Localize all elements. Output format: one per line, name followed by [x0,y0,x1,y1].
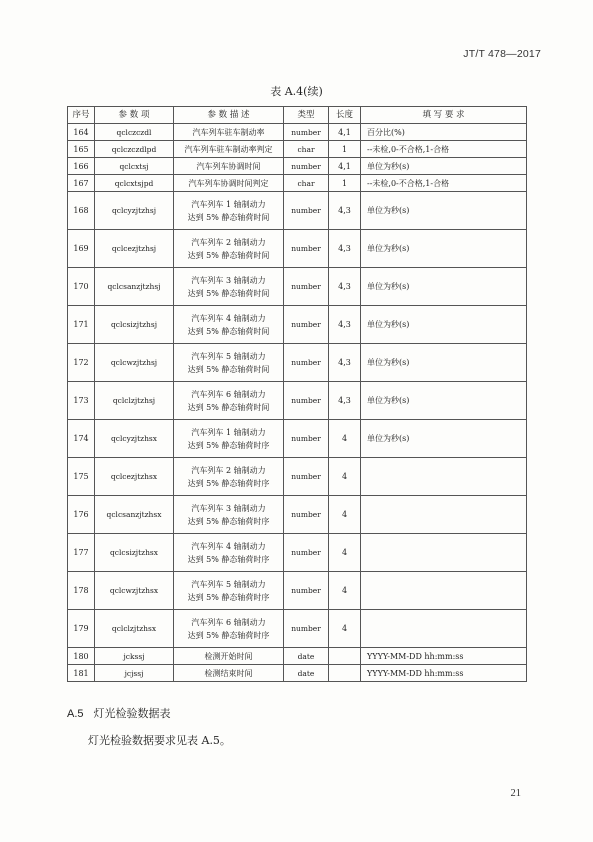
cell-no: 165 [68,141,95,158]
cell-requirement: 单位为秒(s) [361,306,527,344]
cell-type: number [284,534,329,572]
cell-param-name: qclcwzjtzhsj [95,344,174,382]
table-row [68,268,527,306]
cell-requirement [361,496,527,534]
description-line: 汽车列车 4 轴制动力 [191,541,266,551]
cell-param-name: jcjssj [95,665,174,682]
cell-no: 168 [68,192,95,230]
cell-length: 4 [329,420,361,458]
table-header-row [68,107,527,124]
page-number: 21 [510,788,521,799]
cell-type: number [284,158,329,175]
table-row [68,230,527,268]
cell-type: number [284,420,329,458]
cell-no: 167 [68,175,95,192]
cell-description [174,420,284,458]
col-header-desc: 参 数 描 述 [174,107,284,124]
cell-description [174,496,284,534]
table-row [68,306,527,344]
cell-requirement: YYYY-MM-DD hh:mm:ss [361,648,527,665]
table-row [68,382,527,420]
cell-param-name: qclcxtsjpd [95,175,174,192]
cell-length [329,665,361,682]
table-row [68,175,527,192]
body-paragraph: 灯光检验数据要求见表 A.5。 [88,734,231,747]
cell-length: 4,3 [329,192,361,230]
description-line: 汽车列车 5 轴制动力 [191,351,266,361]
cell-param-name: qclczczdl [95,124,174,141]
table-row [68,124,527,141]
cell-description [174,306,284,344]
description-line: 汽车列车 2 轴制动力 [191,237,266,247]
data-table [67,106,527,682]
description-line: 汽车列车 2 轴制动力 [191,465,266,475]
description-line: 达到 5% 静态轴荷时序 [187,630,270,640]
cell-requirement [361,610,527,648]
col-header-len: 长度 [329,107,361,124]
cell-requirement: 百分比(%) [361,124,527,141]
cell-length: 4,3 [329,230,361,268]
cell-description [174,665,284,682]
table-body [68,124,527,682]
cell-length: 4,3 [329,306,361,344]
description-line: 达到 5% 静态轴荷时间 [187,326,270,336]
cell-requirement: 单位为秒(s) [361,420,527,458]
cell-no: 178 [68,572,95,610]
cell-no: 166 [68,158,95,175]
cell-param-name: qclcwzjtzhsx [95,572,174,610]
description-line: 达到 5% 静态轴荷时间 [187,364,270,374]
table-row [68,158,527,175]
cell-description [174,534,284,572]
description-line: 达到 5% 静态轴荷时序 [187,478,270,488]
cell-description [174,382,284,420]
col-header-name: 参 数 项 [95,107,174,124]
cell-param-name: qclcsanzjtzhsj [95,268,174,306]
table-row [68,496,527,534]
description-line: 达到 5% 静态轴荷时间 [187,402,270,412]
table-row [68,420,527,458]
description-line: 检测结束时间 [204,668,253,678]
cell-requirement: --未检,0-不合格,1-合格 [361,175,527,192]
table-row [68,192,527,230]
cell-description [174,230,284,268]
cell-description [174,572,284,610]
cell-param-name: qclclzjtzhsx [95,610,174,648]
description-line: 汽车列车驻车制动率判定 [184,144,273,154]
cell-requirement: --未检,0-不合格,1-合格 [361,141,527,158]
cell-param-name: qclcezjtzhsj [95,230,174,268]
cell-no: 174 [68,420,95,458]
cell-no: 169 [68,230,95,268]
cell-type: number [284,192,329,230]
cell-param-name: qclclzjtzhsj [95,382,174,420]
cell-param-name: qclcezjtzhsx [95,458,174,496]
cell-length: 4 [329,496,361,534]
cell-no: 173 [68,382,95,420]
cell-length: 4,3 [329,344,361,382]
description-line: 汽车列车 3 轴制动力 [191,275,266,285]
description-line: 汽车列车协调时间判定 [188,178,269,188]
cell-length: 4,3 [329,382,361,420]
table-title: 表 A.4(续) [270,85,323,98]
cell-requirement: 单位为秒(s) [361,192,527,230]
cell-description [174,158,284,175]
description-line: 达到 5% 静态轴荷时序 [187,554,270,564]
cell-requirement [361,458,527,496]
cell-length: 4,1 [329,124,361,141]
cell-type: number [284,382,329,420]
cell-type: number [284,268,329,306]
cell-param-name: qclczczdlpd [95,141,174,158]
cell-description [174,610,284,648]
cell-type: number [284,124,329,141]
cell-type: number [284,230,329,268]
cell-no: 176 [68,496,95,534]
description-line: 检测开始时间 [204,651,253,661]
cell-type: number [284,458,329,496]
cell-no: 164 [68,124,95,141]
table-row [68,610,527,648]
cell-type: number [284,344,329,382]
description-line: 汽车列车协调时间 [196,161,261,171]
cell-length: 1 [329,175,361,192]
cell-length: 4 [329,610,361,648]
cell-type: char [284,175,329,192]
table-row [68,572,527,610]
cell-type: number [284,306,329,344]
cell-length: 4,3 [329,268,361,306]
cell-length: 4 [329,572,361,610]
cell-requirement: 单位为秒(s) [361,158,527,175]
section-title: 灯光检验数据表 [93,707,171,720]
cell-param-name: qclcyzjtzhsx [95,420,174,458]
cell-param-name: qclcsizjtzhsj [95,306,174,344]
description-line: 汽车列车 5 轴制动力 [191,579,266,589]
cell-length: 4 [329,534,361,572]
cell-no: 179 [68,610,95,648]
cell-description [174,192,284,230]
cell-description [174,268,284,306]
cell-no: 171 [68,306,95,344]
col-header-req: 填 写 要 求 [361,107,527,124]
cell-param-name: qclcxtsj [95,158,174,175]
cell-type: date [284,648,329,665]
col-header-no: 序号 [68,107,95,124]
section-heading [67,705,171,721]
description-line: 达到 5% 静态轴荷时间 [187,212,270,222]
description-line: 汽车列车驻车制动率 [192,127,265,137]
cell-param-name: qclcsizjtzhsx [95,534,174,572]
cell-type: number [284,572,329,610]
cell-no: 180 [68,648,95,665]
col-header-type: 类型 [284,107,329,124]
description-line: 汽车列车 3 轴制动力 [191,503,266,513]
cell-no: 170 [68,268,95,306]
table-row [68,665,527,682]
description-line: 汽车列车 4 轴制动力 [191,313,266,323]
description-line: 汽车列车 1 轴制动力 [191,199,266,209]
description-line: 达到 5% 静态轴荷时序 [187,592,270,602]
description-line: 达到 5% 静态轴荷时间 [187,250,270,260]
cell-no: 172 [68,344,95,382]
cell-type: date [284,665,329,682]
cell-length [329,648,361,665]
cell-description [174,648,284,665]
cell-requirement: 单位为秒(s) [361,382,527,420]
table-row [68,534,527,572]
cell-param-name: qclcyzjtzhsj [95,192,174,230]
table-row [68,344,527,382]
description-line: 汽车列车 6 轴制动力 [191,389,266,399]
cell-length: 4,1 [329,158,361,175]
cell-no: 175 [68,458,95,496]
cell-length: 4 [329,458,361,496]
cell-description [174,124,284,141]
cell-length: 1 [329,141,361,158]
cell-description [174,141,284,158]
table-row [68,141,527,158]
table-row [68,648,527,665]
cell-param-name: jckssj [95,648,174,665]
cell-type: number [284,610,329,648]
cell-type: number [284,496,329,534]
cell-requirement [361,572,527,610]
section-number: A.5 [67,708,84,720]
description-line: 达到 5% 静态轴荷时序 [187,440,270,450]
cell-requirement: 单位为秒(s) [361,230,527,268]
description-line: 汽车列车 1 轴制动力 [191,427,266,437]
cell-description [174,344,284,382]
description-line: 达到 5% 静态轴荷时间 [187,288,270,298]
table-row [68,458,527,496]
description-line: 汽车列车 6 轴制动力 [191,617,266,627]
cell-requirement: 单位为秒(s) [361,268,527,306]
cell-requirement: 单位为秒(s) [361,344,527,382]
cell-param-name: qclcsanzjtzhsx [95,496,174,534]
cell-type: char [284,141,329,158]
cell-description [174,175,284,192]
cell-requirement [361,534,527,572]
cell-no: 181 [68,665,95,682]
description-line: 达到 5% 静态轴荷时序 [187,516,270,526]
cell-requirement: YYYY-MM-DD hh:mm:ss [361,665,527,682]
cell-description [174,458,284,496]
cell-no: 177 [68,534,95,572]
standard-code: JT/T 478—2017 [463,48,541,60]
